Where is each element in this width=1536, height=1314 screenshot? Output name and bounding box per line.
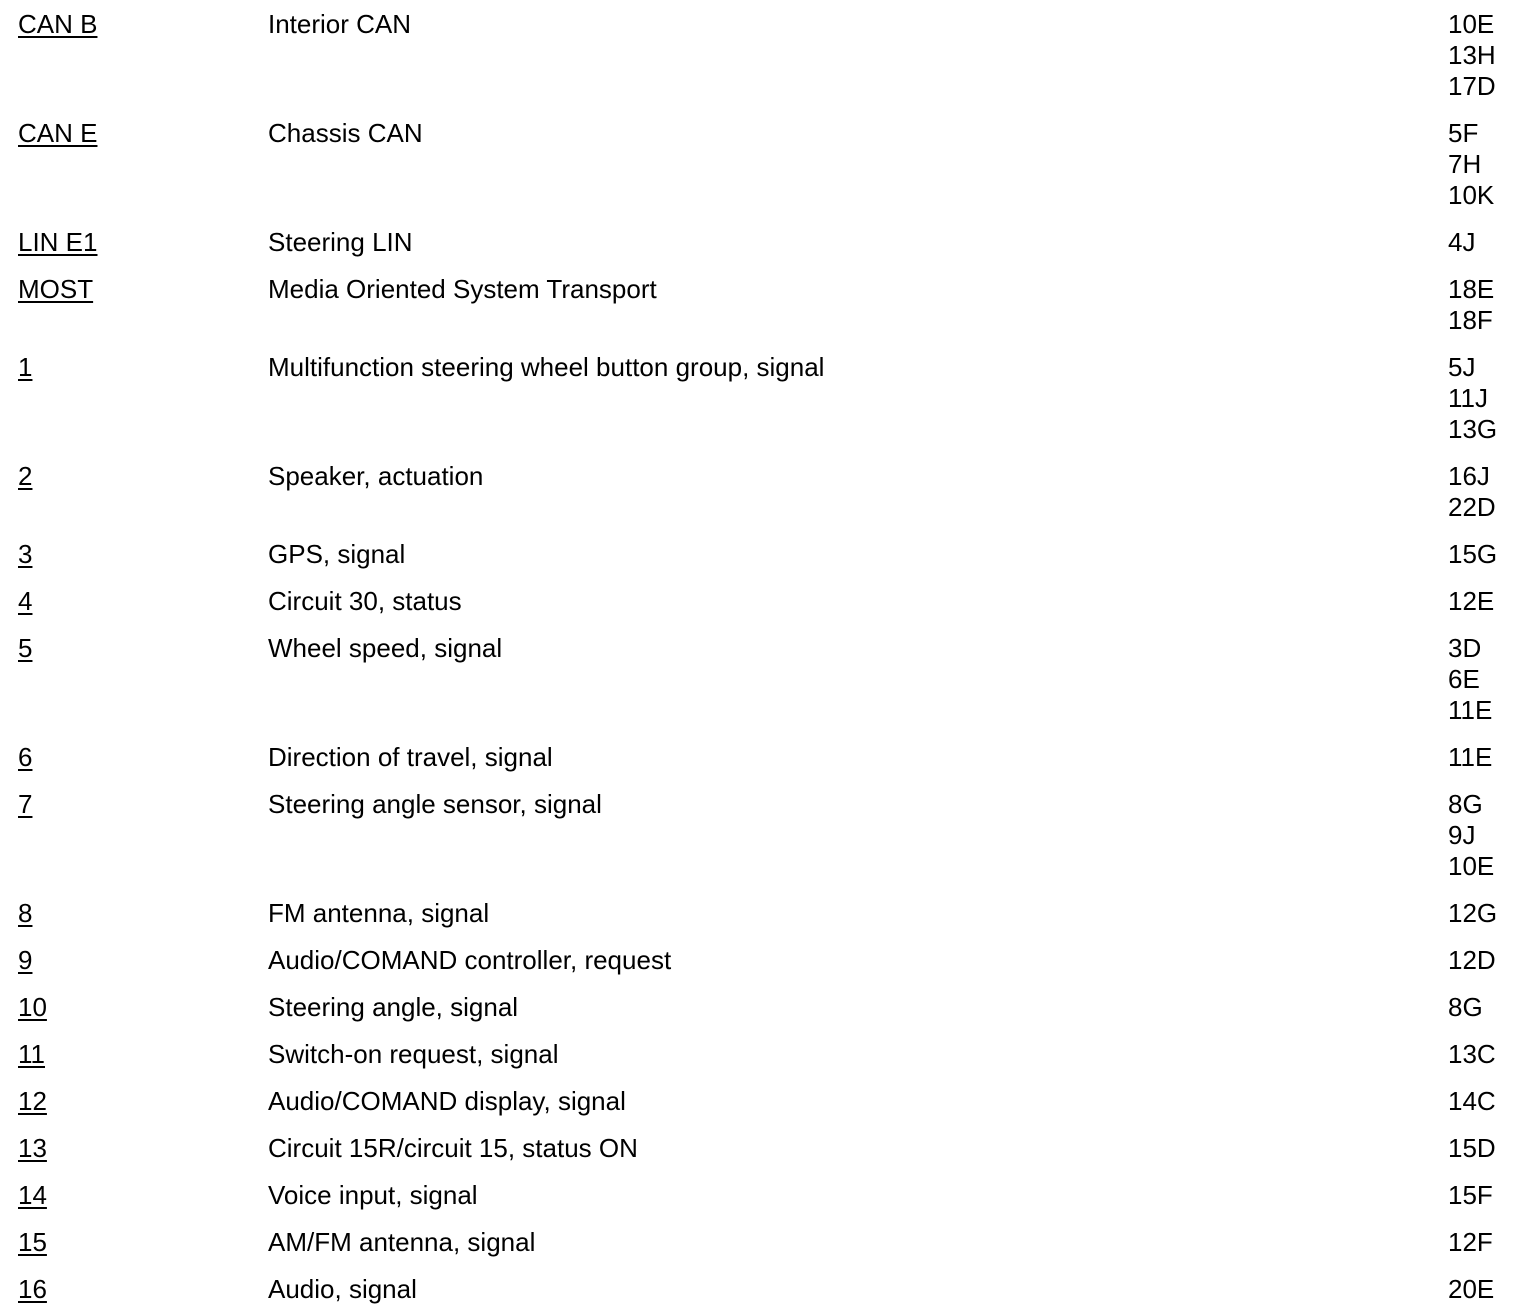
grid-reference: 17D	[1448, 71, 1496, 101]
legend-description: Direction of travel, signal	[268, 742, 553, 772]
grid-reference: 18F	[1448, 305, 1493, 335]
legend-grid-refs	[1448, 539, 1497, 570]
grid-reference: 20E	[1448, 1274, 1495, 1304]
legend-description: Switch-on request, signal	[268, 1039, 559, 1069]
legend-description: Steering angle sensor, signal	[268, 789, 602, 819]
legend-code-link[interactable]: 2	[18, 461, 33, 491]
legend-grid-refs	[1448, 992, 1483, 1023]
legend-code-link[interactable]: 11	[18, 1039, 45, 1069]
legend-description: Audio/COMAND controller, request	[268, 945, 672, 975]
legend-description: Steering angle, signal	[268, 992, 519, 1022]
legend-grid-refs	[1448, 118, 1494, 211]
legend-code-link[interactable]: 8	[18, 898, 33, 928]
legend-code-link[interactable]: 9	[18, 945, 33, 975]
grid-reference: 14C	[1448, 1086, 1496, 1116]
legend-grid-refs	[1448, 227, 1475, 258]
legend-description: Chassis CAN	[268, 118, 423, 148]
legend-code-link[interactable]: 14	[18, 1180, 47, 1210]
grid-reference: 11E	[1448, 695, 1493, 725]
legend-code-link[interactable]: MOST	[18, 274, 94, 304]
grid-reference: 7H	[1448, 149, 1482, 179]
legend-code-link[interactable]: 7	[18, 789, 33, 819]
legend-description: Voice input, signal	[268, 1180, 478, 1210]
grid-reference: 12D	[1448, 945, 1496, 975]
grid-reference: 12G	[1448, 898, 1498, 928]
legend-description: Audio, signal	[268, 1274, 417, 1304]
legend-description: Multifunction steering wheel button group, signal	[268, 352, 825, 382]
legend-code-link[interactable]: LIN E1	[18, 227, 98, 257]
legend-description: GPS, signal	[268, 539, 406, 569]
grid-reference: 10E	[1448, 9, 1495, 39]
legend-code-link[interactable]: 10	[18, 992, 47, 1022]
grid-reference: 18E	[1448, 274, 1495, 304]
legend-code-link[interactable]: 13	[18, 1133, 47, 1163]
legend-code-link[interactable]: 4	[18, 586, 33, 616]
grid-reference: 5F	[1448, 118, 1479, 148]
grid-reference: 15G	[1448, 539, 1498, 569]
grid-reference: 10K	[1448, 180, 1495, 210]
legend-grid-refs	[1448, 274, 1494, 336]
grid-reference: 15F	[1448, 1180, 1493, 1210]
legend-description: Interior CAN	[268, 9, 412, 39]
legend-description: AM/FM antenna, signal	[268, 1227, 536, 1257]
legend-grid-refs	[1448, 1086, 1496, 1117]
legend-grid-refs	[1448, 945, 1496, 976]
legend-grid-refs	[1448, 352, 1497, 445]
grid-reference: 10E	[1448, 851, 1495, 881]
legend-description: Speaker, actuation	[268, 461, 484, 491]
grid-reference: 16J	[1448, 461, 1490, 491]
grid-reference: 5J	[1448, 352, 1476, 382]
grid-reference: 12F	[1448, 1227, 1493, 1257]
grid-reference: 9J	[1448, 820, 1476, 850]
grid-reference: 3D	[1448, 633, 1482, 663]
legend-description: FM antenna, signal	[268, 898, 490, 928]
grid-reference: 8G	[1448, 789, 1483, 819]
legend-description: Media Oriented System Transport	[268, 274, 657, 304]
legend-description: Circuit 30, status	[268, 586, 462, 616]
legend-grid-refs	[1448, 1274, 1494, 1305]
grid-reference: 11J	[1448, 383, 1488, 413]
grid-reference: 15D	[1448, 1133, 1496, 1163]
legend-code-link[interactable]: 5	[18, 633, 33, 663]
legend-grid-refs	[1448, 633, 1492, 726]
legend-code-link[interactable]: CAN B	[18, 9, 98, 39]
legend-grid-refs	[1448, 789, 1494, 882]
legend-grid-refs	[1448, 1133, 1496, 1164]
grid-reference: 13C	[1448, 1039, 1496, 1069]
grid-reference: 8G	[1448, 992, 1483, 1022]
legend-grid-refs	[1448, 9, 1496, 102]
legend-description: Wheel speed, signal	[268, 633, 503, 663]
grid-reference: 4J	[1448, 227, 1476, 257]
legend-description: Audio/COMAND display, signal	[268, 1086, 626, 1116]
legend-grid-refs	[1448, 461, 1496, 523]
legend-grid-refs	[1448, 1227, 1493, 1258]
legend-grid-refs	[1448, 1039, 1496, 1070]
legend-code-link[interactable]: 6	[18, 742, 33, 772]
legend-code-link[interactable]: 3	[18, 539, 33, 569]
grid-reference: 6E	[1448, 664, 1480, 694]
legend-grid-refs	[1448, 742, 1492, 773]
grid-reference: 13G	[1448, 414, 1498, 444]
legend-grid-refs	[1448, 1180, 1493, 1211]
legend-code-link[interactable]: 15	[18, 1227, 47, 1257]
legend-code-link[interactable]: 1	[18, 352, 33, 382]
legend-code-link[interactable]: 16	[18, 1274, 47, 1304]
legend-grid-refs	[1448, 898, 1497, 929]
grid-reference: 11E	[1448, 742, 1493, 772]
legend-grid-refs	[1448, 586, 1494, 617]
legend-description: Steering LIN	[268, 227, 413, 257]
legend-code-link[interactable]: CAN E	[18, 118, 98, 148]
grid-reference: 12E	[1448, 586, 1495, 616]
grid-reference: 22D	[1448, 492, 1496, 522]
grid-reference: 13H	[1448, 40, 1496, 70]
legend-description: Circuit 15R/circuit 15, status ON	[268, 1133, 638, 1163]
legend-code-link[interactable]: 12	[18, 1086, 47, 1116]
